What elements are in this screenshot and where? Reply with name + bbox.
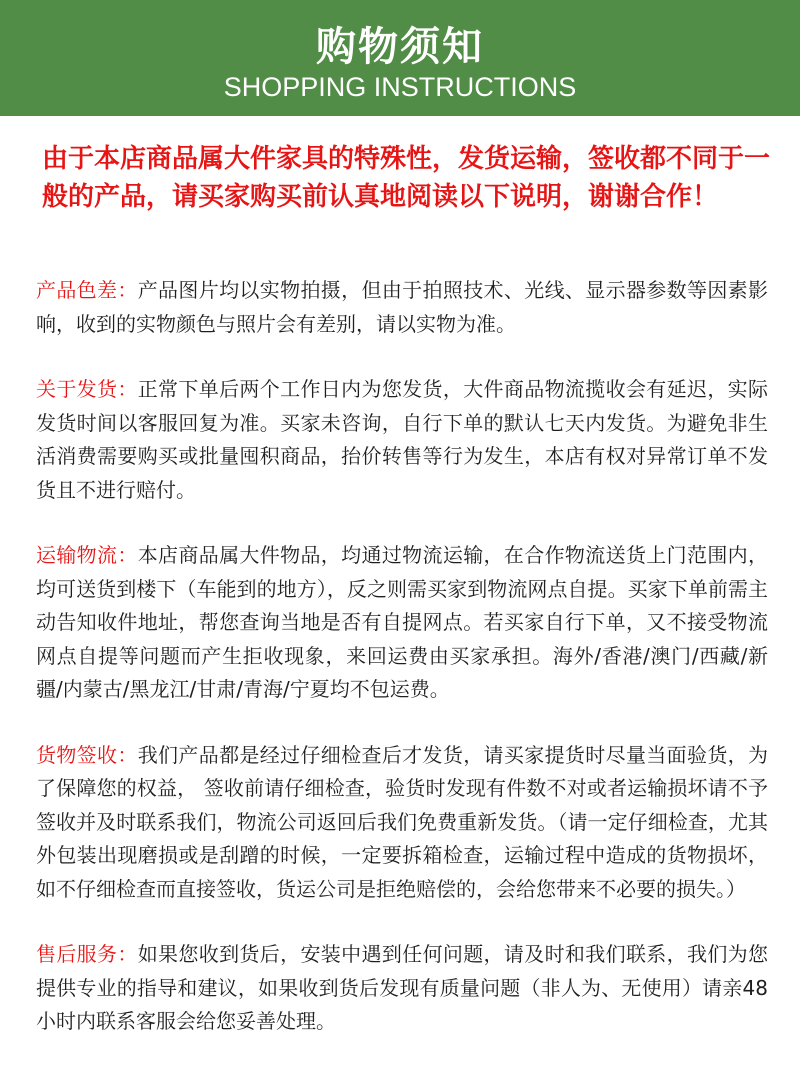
intro-notice: 由于本店商品属大件家具的特殊性，发货运输，签收都不同于一般的产品，请买家购买前认真地阅读以下说明，谢谢合作！ xyxy=(42,144,771,212)
section-label: 售后服务： xyxy=(36,942,138,966)
section-text: 产品图片均以实物拍摄，但由于拍照技术、光线、显示器参数等因素影响，收到的实物颜色与照片会有差别，请以实物为准。 xyxy=(36,278,769,336)
section-text: 本店商品属大件物品，均通过物流运输，在合作物流送货上门范围内，均可送货到楼下（车能到的地方），反之则需买家到物流网点自提。买家下单前需主动告知收件地址，帮您查询当地是否有自提网点。若买家自行下单，又不接受物流网点自提等问题而产生拒收现象，来回运费由买家承担。海外/香港/澳门/西藏/新疆/内蒙古/黑龙江/甘肃/青海/宁夏均不包运费。 xyxy=(36,543,769,701)
section-text: 正常下单后两个工作日内为您发货，大件商品物流揽收会有延迟，实际发货时间以客服回复为准。买家未咨询，自行下单的默认七天内发货。为避免非生活消费需要购买或批量囤积商品，抬价转售等行为发生，本店有权对异常订单不发货且不进行赔付。 xyxy=(36,377,769,502)
section-label: 运输物流： xyxy=(36,543,138,567)
section-label: 关于发货： xyxy=(36,377,138,401)
section-receipt xyxy=(36,739,768,907)
header-banner xyxy=(0,0,800,116)
section-shipping xyxy=(36,373,768,507)
section-label: 产品色差： xyxy=(36,278,138,302)
page-subtitle: SHOPPING INSTRUCTIONS xyxy=(223,72,577,102)
instruction-sections xyxy=(36,274,768,1071)
section-after-sales xyxy=(36,938,768,1039)
section-text: 我们产品都是经过仔细检查后才发货，请买家提货时尽量当面验货，为了保障您的权益， 签收前请仔细检查，验货时发现有件数不对或者运输损坏请不予签收并及时联系我们，物流公司返回后我们免费重新发货。（请一定仔细检查，尤其外包装出现磨损或是刮蹭的时候，一定要拆箱检查，运输过程中造成的货物损坏，如不仔细检查而直接签收，货运公司是拒绝赔偿的，会给您带来不必要的损失。） xyxy=(36,742,769,901)
section-label: 货物签收： xyxy=(36,742,138,767)
section-logistics xyxy=(36,539,768,707)
page-title: 购物须知 xyxy=(316,24,484,70)
section-text: 如果您收到货后，安装中遇到任何问题，请及时和我们联系，我们为您提供专业的指导和建议，如果收到货后发现有质量问题（非人为、无使用）请亲48小时内联系客服会给您妥善处理。 xyxy=(36,942,769,1033)
section-color-difference xyxy=(36,274,768,341)
